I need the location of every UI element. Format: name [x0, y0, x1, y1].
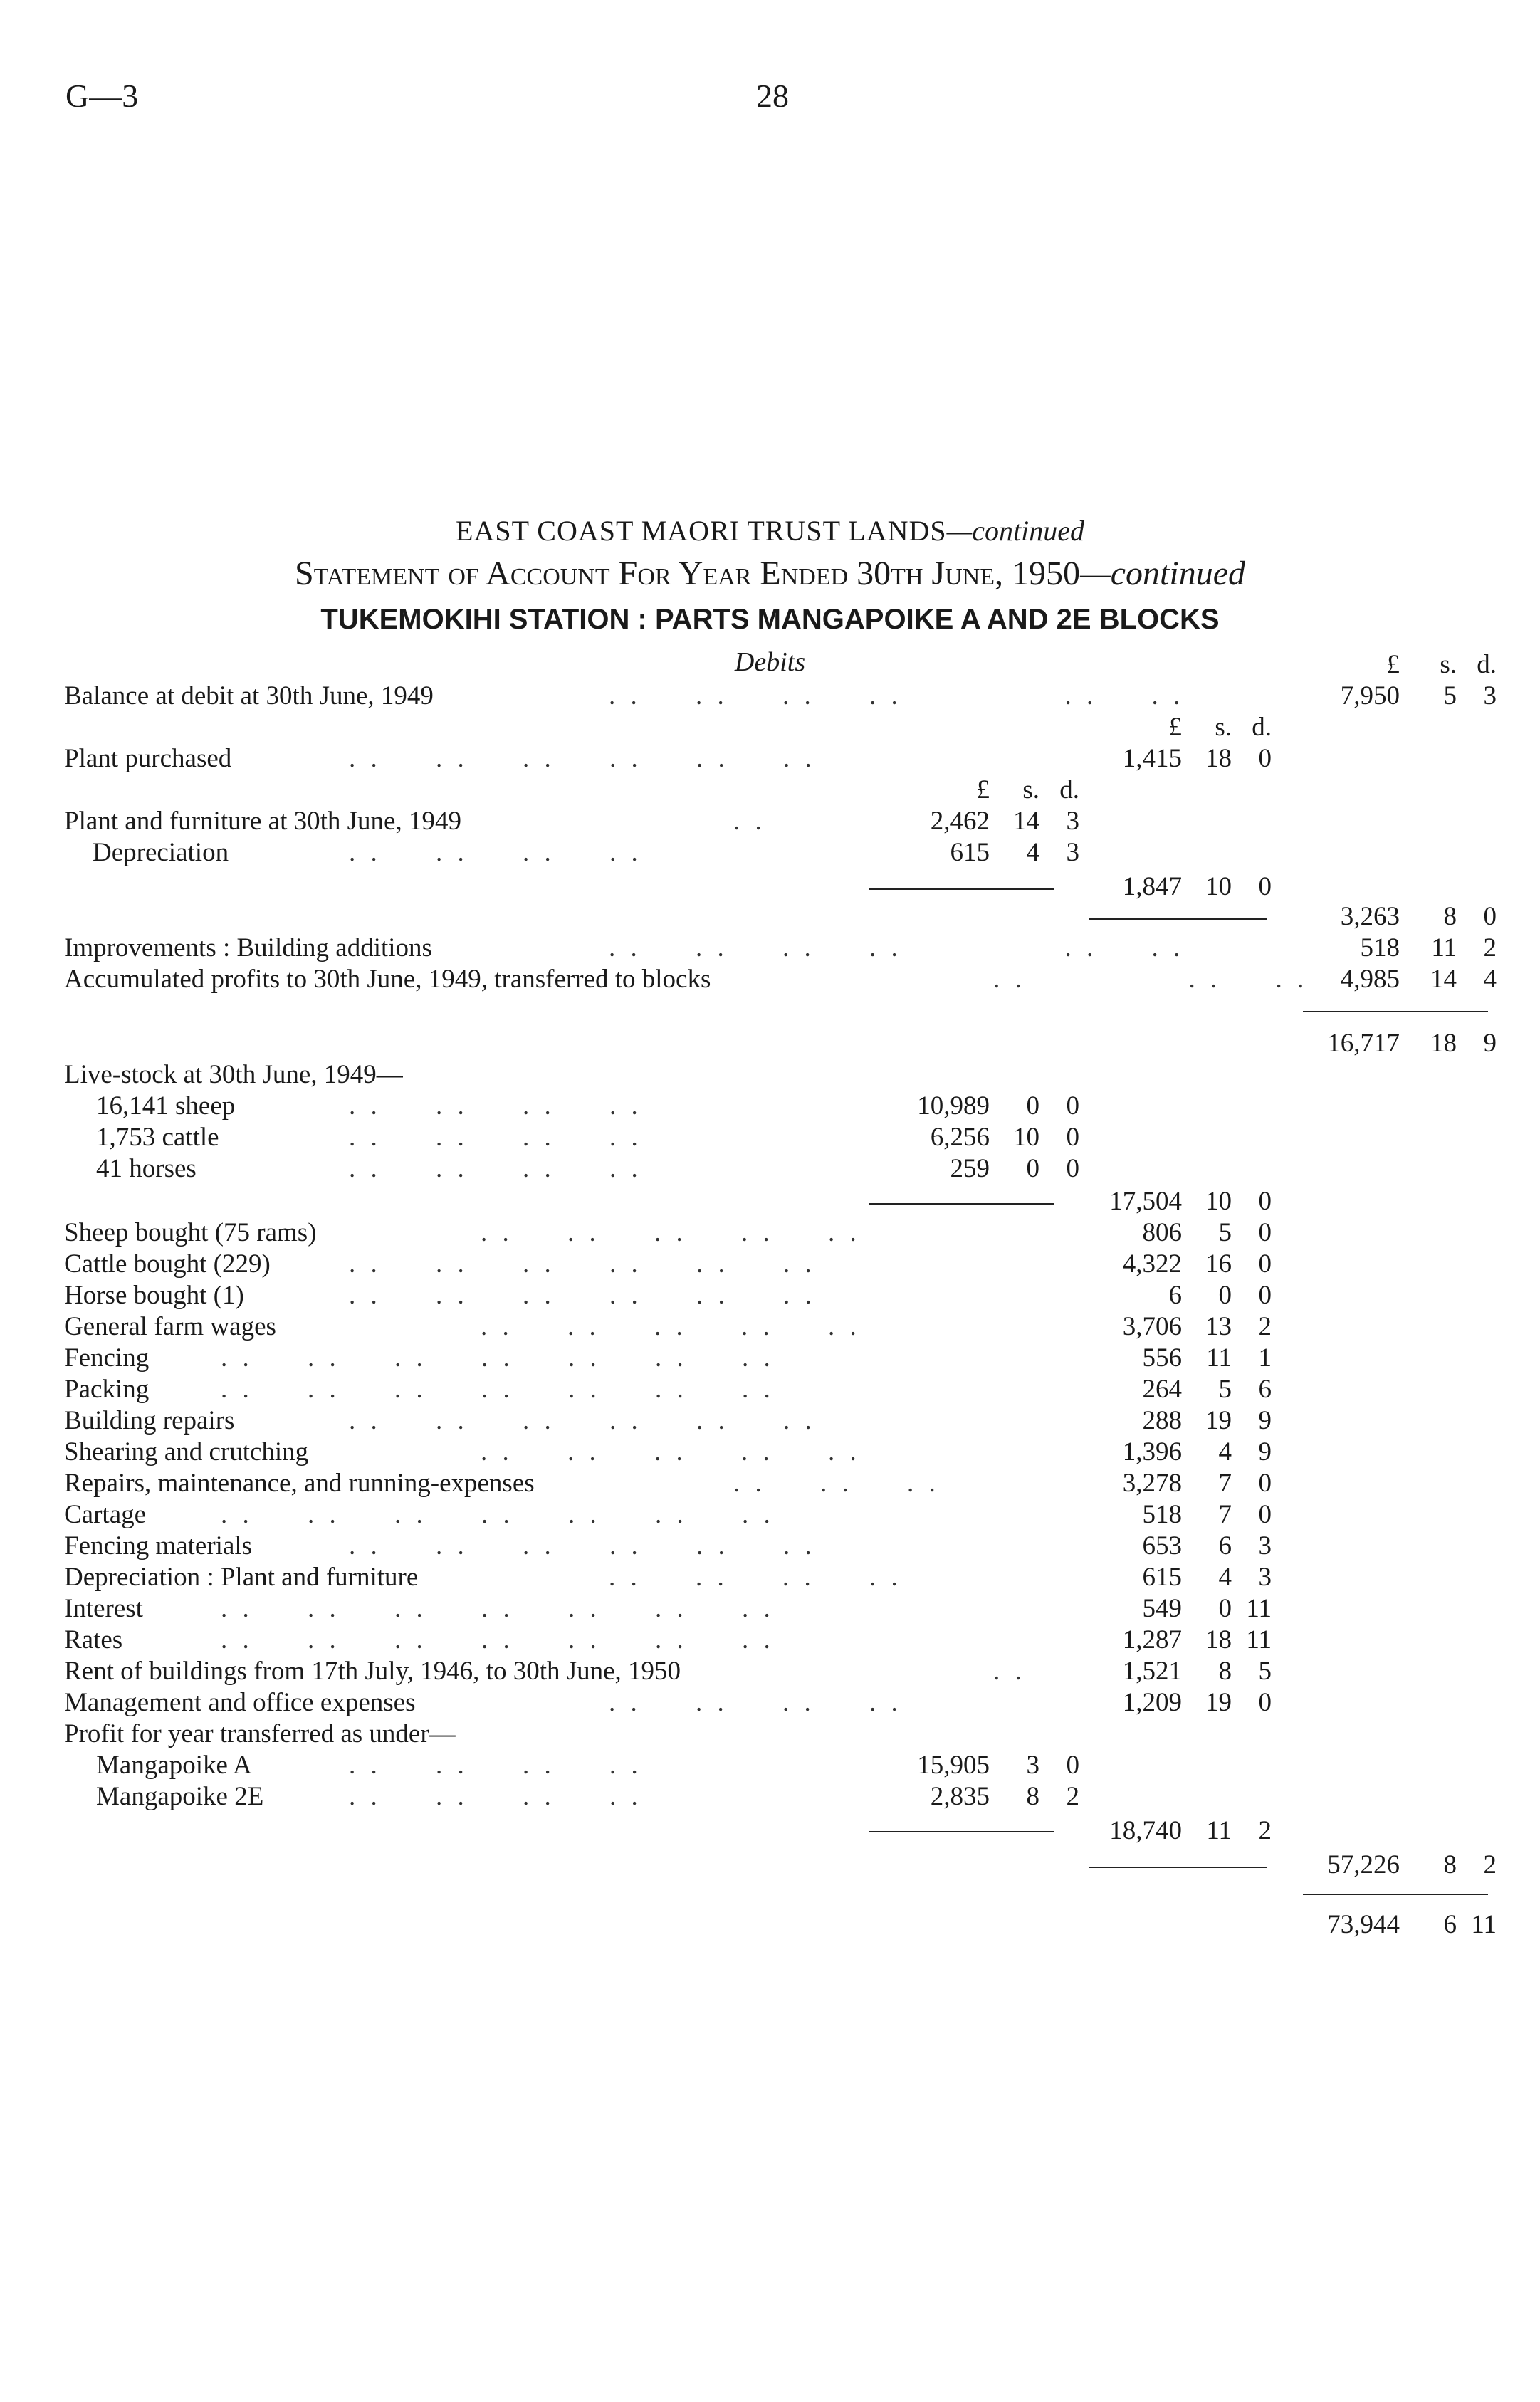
amount-pence: 11: [1246, 1625, 1272, 1654]
amount-pence: 3: [1258, 1563, 1272, 1592]
row-cattle-bought: [0, 1249, 1540, 1280]
row-shearing: [0, 1437, 1540, 1468]
leader-dots: . . . . . . . . . . . .: [609, 933, 1185, 963]
amount-pence: 6: [1258, 1375, 1272, 1404]
amount-pounds: 556: [1142, 1343, 1182, 1373]
leader-dots: . . . . . . . . . . . .: [349, 1281, 816, 1310]
amount-shillings: 8: [1443, 1850, 1457, 1879]
leader-dots: . . . . . . . . . .: [481, 1218, 861, 1247]
leader-dots: . . . . . . . . . . . . . .: [221, 1594, 775, 1623]
leader-dots: . . . . . . . .: [609, 1563, 902, 1592]
leader-dots: . . . . . . . .: [349, 1091, 642, 1121]
currency-head-col2: [0, 712, 1540, 743]
amount-shillings: 11: [1431, 933, 1457, 963]
amount-shillings: 8: [1026, 1782, 1039, 1811]
amount-shillings: 8: [1443, 902, 1457, 931]
row-label: Live-stock at 30th June, 1949—: [64, 1060, 403, 1089]
amount-pounds: 4,985: [1340, 965, 1400, 994]
amount-pence: 0: [1258, 1281, 1272, 1310]
row-label: Improvements : Building additions: [64, 933, 432, 963]
amount-pounds: 615: [1142, 1563, 1182, 1592]
amount-shillings: 14: [1013, 807, 1039, 836]
amount-pence: 0: [1066, 1751, 1079, 1780]
amount-pence: 0: [1258, 744, 1272, 773]
shillings-head: s.: [1440, 650, 1457, 679]
row-label: Interest: [64, 1594, 143, 1623]
leader-dots: . . . . . . . .: [609, 1688, 902, 1717]
shillings-head: s.: [1215, 713, 1232, 742]
row-label: Cattle bought (229): [64, 1249, 271, 1279]
amount-pounds: 1,287: [1122, 1625, 1182, 1654]
amount-pounds: 1,209: [1122, 1688, 1182, 1717]
row-wages: [0, 1311, 1540, 1343]
leader-dots: . . . . . . . . . . . .: [349, 1406, 816, 1435]
amount-pounds: 653: [1142, 1531, 1182, 1561]
amount-pence: 3: [1483, 681, 1497, 710]
amount-pounds: 4,322: [1122, 1249, 1182, 1279]
row-label: Balance at debit at 30th June, 1949: [64, 681, 434, 710]
amount-pounds: 17,504: [1109, 1187, 1182, 1216]
leader-dots: . . . . . . . .: [349, 838, 642, 867]
amount-pounds: 3,263: [1340, 902, 1400, 931]
leader-dots: . .: [733, 807, 766, 836]
amount-pence: 2: [1258, 1816, 1272, 1845]
amount-pounds: 806: [1142, 1218, 1182, 1247]
shillings-head: s.: [1022, 775, 1039, 804]
amount-shillings: 11: [1206, 1343, 1232, 1373]
debits-label: Debits: [734, 647, 806, 677]
row-label: Repairs, maintenance, and running-expenses: [64, 1469, 535, 1498]
amount-shillings: 16: [1205, 1249, 1232, 1279]
row-label: Building repairs: [64, 1406, 235, 1435]
leader-dots: . . . . . . . .: [349, 1782, 642, 1811]
leader-dots: . . . . . . . .: [349, 1154, 642, 1183]
leader-dots: . . . . . . . . . . . .: [349, 1249, 816, 1279]
amount-pence: 0: [1258, 1218, 1272, 1247]
amount-shillings: 18: [1430, 1029, 1457, 1058]
amount-pounds: 6,256: [930, 1123, 990, 1152]
amount-shillings: 19: [1205, 1406, 1232, 1435]
row-fencing: [0, 1343, 1540, 1374]
row-depreciation-plant: [0, 1562, 1540, 1593]
amount-pence: 5: [1258, 1657, 1272, 1686]
amount-shillings: 4: [1026, 838, 1039, 867]
amount-pence: 4: [1483, 965, 1497, 994]
row-label: Plant and furniture at 30th June, 1949: [64, 807, 461, 836]
row-label: Profit for year transferred as under—: [64, 1719, 456, 1748]
row-label: Cartage: [64, 1500, 147, 1529]
leader-dots: . . . . . . . . . .: [481, 1312, 861, 1341]
amount-pounds: 18,740: [1109, 1816, 1182, 1845]
amount-shillings: 0: [1218, 1594, 1232, 1623]
amount-shillings: 10: [1205, 872, 1232, 901]
row-label: Rent of buildings from 17th July, 1946, to 30th June, 1950: [64, 1657, 681, 1686]
amount-pence: 3: [1258, 1531, 1272, 1561]
row-balance: [0, 681, 1540, 712]
amount-shillings: 8: [1218, 1657, 1232, 1686]
row-cattle: [0, 1122, 1540, 1153]
row-depreciation-net: [0, 871, 1540, 903]
amount-shillings: 0: [1026, 1091, 1039, 1121]
row-sheep: [0, 1091, 1540, 1122]
amount-pounds: 264: [1142, 1375, 1182, 1404]
section-code: G—3: [66, 78, 139, 114]
amount-pounds: 3,278: [1122, 1469, 1182, 1498]
row-profit-total: [0, 1815, 1540, 1847]
row-sheep-bought: [0, 1217, 1540, 1249]
amount-pounds: 615: [950, 838, 990, 867]
row-building-repairs: [0, 1405, 1540, 1437]
row-horses: [0, 1153, 1540, 1185]
amount-shillings: 0: [1218, 1281, 1232, 1310]
amount-shillings: 5: [1443, 681, 1457, 710]
row-mangapoike-a: [0, 1750, 1540, 1781]
amount-pence: 0: [1066, 1123, 1079, 1152]
pence-head: d.: [1059, 775, 1079, 804]
amount-pounds: 15,905: [917, 1751, 990, 1780]
amount-pence: 0: [1258, 1187, 1272, 1216]
leader-dots: . . . . . . . .: [349, 1751, 642, 1780]
row-grand-total: [0, 1909, 1540, 1941]
amount-pence: 0: [1258, 872, 1272, 901]
amount-pounds: 73,944: [1327, 1910, 1400, 1939]
row-label: Accumulated profits to 30th June, 1949, transferred to blocks: [64, 965, 711, 994]
row-livestock-total: [0, 1186, 1540, 1217]
amount-pence: 1: [1258, 1343, 1272, 1373]
pounds-head: £: [976, 775, 990, 804]
row-rent: [0, 1656, 1540, 1687]
row-mangapoike-2e: [0, 1781, 1540, 1813]
leader-dots: . . . . . . . . . . . . . .: [221, 1343, 775, 1373]
leader-dots: . . . . . . . . . . . . . .: [221, 1375, 775, 1404]
amount-pence: 2: [1483, 1850, 1497, 1879]
pence-head: d.: [1477, 650, 1497, 679]
title-trust-lands-main: EAST COAST MAORI TRUST LANDS: [456, 515, 947, 547]
amount-pounds: 7,950: [1340, 681, 1400, 710]
amount-shillings: 18: [1205, 1625, 1232, 1654]
row-management: [0, 1687, 1540, 1719]
leader-dots: . . . . . .: [733, 1469, 940, 1498]
row-label: Rates: [64, 1625, 123, 1654]
amount-shillings: 6: [1218, 1531, 1232, 1561]
leader-dots: . . . . . . . . . . . .: [609, 681, 1185, 710]
row-livestock-head: [0, 1059, 1540, 1091]
leader-dots: . . . . . . . . . .: [481, 1437, 861, 1467]
amount-pounds: 1,396: [1122, 1437, 1182, 1467]
amount-pence: 0: [1258, 1249, 1272, 1279]
row-expenses-total: [0, 1850, 1540, 1881]
amount-pence: 0: [1066, 1091, 1079, 1121]
currency-head-col3: [0, 649, 1540, 681]
row-depreciation: [0, 837, 1540, 869]
pounds-head: £: [1386, 650, 1400, 679]
amount-pence: 11: [1471, 1910, 1497, 1939]
row-label: 41 horses: [96, 1154, 197, 1183]
total-rule: [1303, 1011, 1488, 1012]
row-label: Packing: [64, 1375, 150, 1404]
amount-shillings: 4: [1218, 1563, 1232, 1592]
amount-pounds: 6: [1168, 1281, 1182, 1310]
pence-head: d.: [1252, 713, 1272, 742]
row-label: Mangapoike 2E: [96, 1782, 264, 1811]
row-label: Depreciation: [93, 838, 229, 867]
grand-total-rule: [1303, 1894, 1488, 1895]
amount-pounds: 57,226: [1327, 1850, 1400, 1879]
row-cartage: [0, 1499, 1540, 1531]
row-label: Management and office expenses: [64, 1688, 416, 1717]
amount-pounds: 518: [1360, 933, 1400, 963]
leader-dots: . .: [993, 1657, 1026, 1686]
amount-pence: 0: [1483, 902, 1497, 931]
row-fencing-materials: [0, 1531, 1540, 1562]
amount-shillings: 3: [1026, 1751, 1039, 1780]
pounds-head: £: [1168, 713, 1182, 742]
row-label: Shearing and crutching: [64, 1437, 309, 1467]
row-label: General farm wages: [64, 1312, 276, 1341]
row-label: Plant purchased: [64, 744, 232, 773]
amount-shillings: 0: [1026, 1154, 1039, 1183]
amount-pence: 9: [1258, 1406, 1272, 1435]
amount-shillings: 7: [1218, 1469, 1232, 1498]
amount-shillings: 10: [1013, 1123, 1039, 1152]
currency-head-col1: [0, 775, 1540, 806]
amount-pence: 2: [1483, 933, 1497, 963]
amount-pounds: 1,521: [1122, 1657, 1182, 1686]
title-trust-lands-suffix: —continued: [946, 515, 1084, 547]
amount-pence: 9: [1258, 1437, 1272, 1467]
title-statement-suffix: —continued: [1080, 555, 1246, 592]
amount-shillings: 19: [1205, 1688, 1232, 1717]
amount-shillings: 5: [1218, 1218, 1232, 1247]
amount-pounds: 1,415: [1122, 744, 1182, 773]
amount-pence: 3: [1066, 807, 1079, 836]
amount-shillings: 6: [1443, 1910, 1457, 1939]
row-packing: [0, 1374, 1540, 1405]
row-rates: [0, 1625, 1540, 1656]
row-subtotal-plant: [0, 901, 1540, 933]
title-trust-lands: [0, 514, 1540, 547]
row-label: 16,141 sheep: [96, 1091, 236, 1121]
leader-dots: . . . . . . . . . . . . . .: [221, 1625, 775, 1654]
amount-shillings: 13: [1205, 1312, 1232, 1341]
amount-pence: 3: [1066, 838, 1079, 867]
amount-pounds: 259: [950, 1154, 990, 1183]
amount-pounds: 2,835: [930, 1782, 990, 1811]
amount-pounds: 518: [1142, 1500, 1182, 1529]
row-plant-furniture: [0, 806, 1540, 837]
amount-shillings: 18: [1205, 744, 1232, 773]
amount-shillings: 10: [1205, 1187, 1232, 1216]
row-label: Mangapoike A: [96, 1751, 252, 1780]
leader-dots: . . . . . .: [993, 965, 1309, 994]
row-label: Depreciation : Plant and furniture: [64, 1563, 419, 1592]
row-repairs: [0, 1468, 1540, 1499]
amount-pounds: 288: [1142, 1406, 1182, 1435]
amount-pence: 9: [1483, 1029, 1497, 1058]
row-label: 1,753 cattle: [96, 1123, 219, 1152]
title-statement-main: Statement of Account For Year Ended 30th June, 1950: [294, 555, 1081, 592]
page-number: 28: [756, 78, 789, 114]
amount-pence: 2: [1258, 1312, 1272, 1341]
row-label: Sheep bought (75 rams): [64, 1218, 317, 1247]
amount-pounds: 16,717: [1327, 1029, 1400, 1058]
amount-shillings: 4: [1218, 1437, 1232, 1467]
row-label: Fencing materials: [64, 1531, 253, 1561]
amount-pence: 0: [1258, 1469, 1272, 1498]
amount-pence: 0: [1258, 1500, 1272, 1529]
amount-shillings: 5: [1218, 1375, 1232, 1404]
leader-dots: . . . . . . . . . . . .: [349, 1531, 816, 1561]
row-total-opening: [0, 1028, 1540, 1059]
row-horse-bought: [0, 1280, 1540, 1311]
leader-dots: . . . . . . . . . . . . . .: [221, 1500, 775, 1529]
row-label: Horse bought (1): [64, 1281, 244, 1310]
amount-pence: 0: [1258, 1688, 1272, 1717]
amount-pounds: 549: [1142, 1594, 1182, 1623]
row-label: Fencing: [64, 1343, 150, 1373]
amount-shillings: 14: [1430, 965, 1457, 994]
amount-pounds: 3,706: [1122, 1312, 1182, 1341]
row-accumulated: [0, 964, 1540, 995]
leader-dots: . . . . . . . .: [349, 1123, 642, 1152]
amount-pence: 0: [1066, 1154, 1079, 1183]
leader-dots: . . . . . . . . . . . .: [349, 744, 816, 773]
title-station: TUKEMOKIHI STATION : PARTS MANGAPOIKE A AND 2E BLOCKS: [320, 604, 1220, 635]
row-improvements: [0, 933, 1540, 964]
amount-pence: 11: [1246, 1594, 1272, 1623]
amount-pence: 2: [1066, 1782, 1079, 1811]
amount-pounds: 2,462: [930, 807, 990, 836]
amount-shillings: 11: [1206, 1816, 1232, 1845]
title-statement: [0, 554, 1540, 593]
row-profit-head: [0, 1719, 1540, 1750]
amount-pounds: 10,989: [917, 1091, 990, 1121]
amount-pounds: 1,847: [1122, 872, 1182, 901]
row-plant-purchased: [0, 743, 1540, 775]
row-interest: [0, 1593, 1540, 1625]
amount-shillings: 7: [1218, 1500, 1232, 1529]
